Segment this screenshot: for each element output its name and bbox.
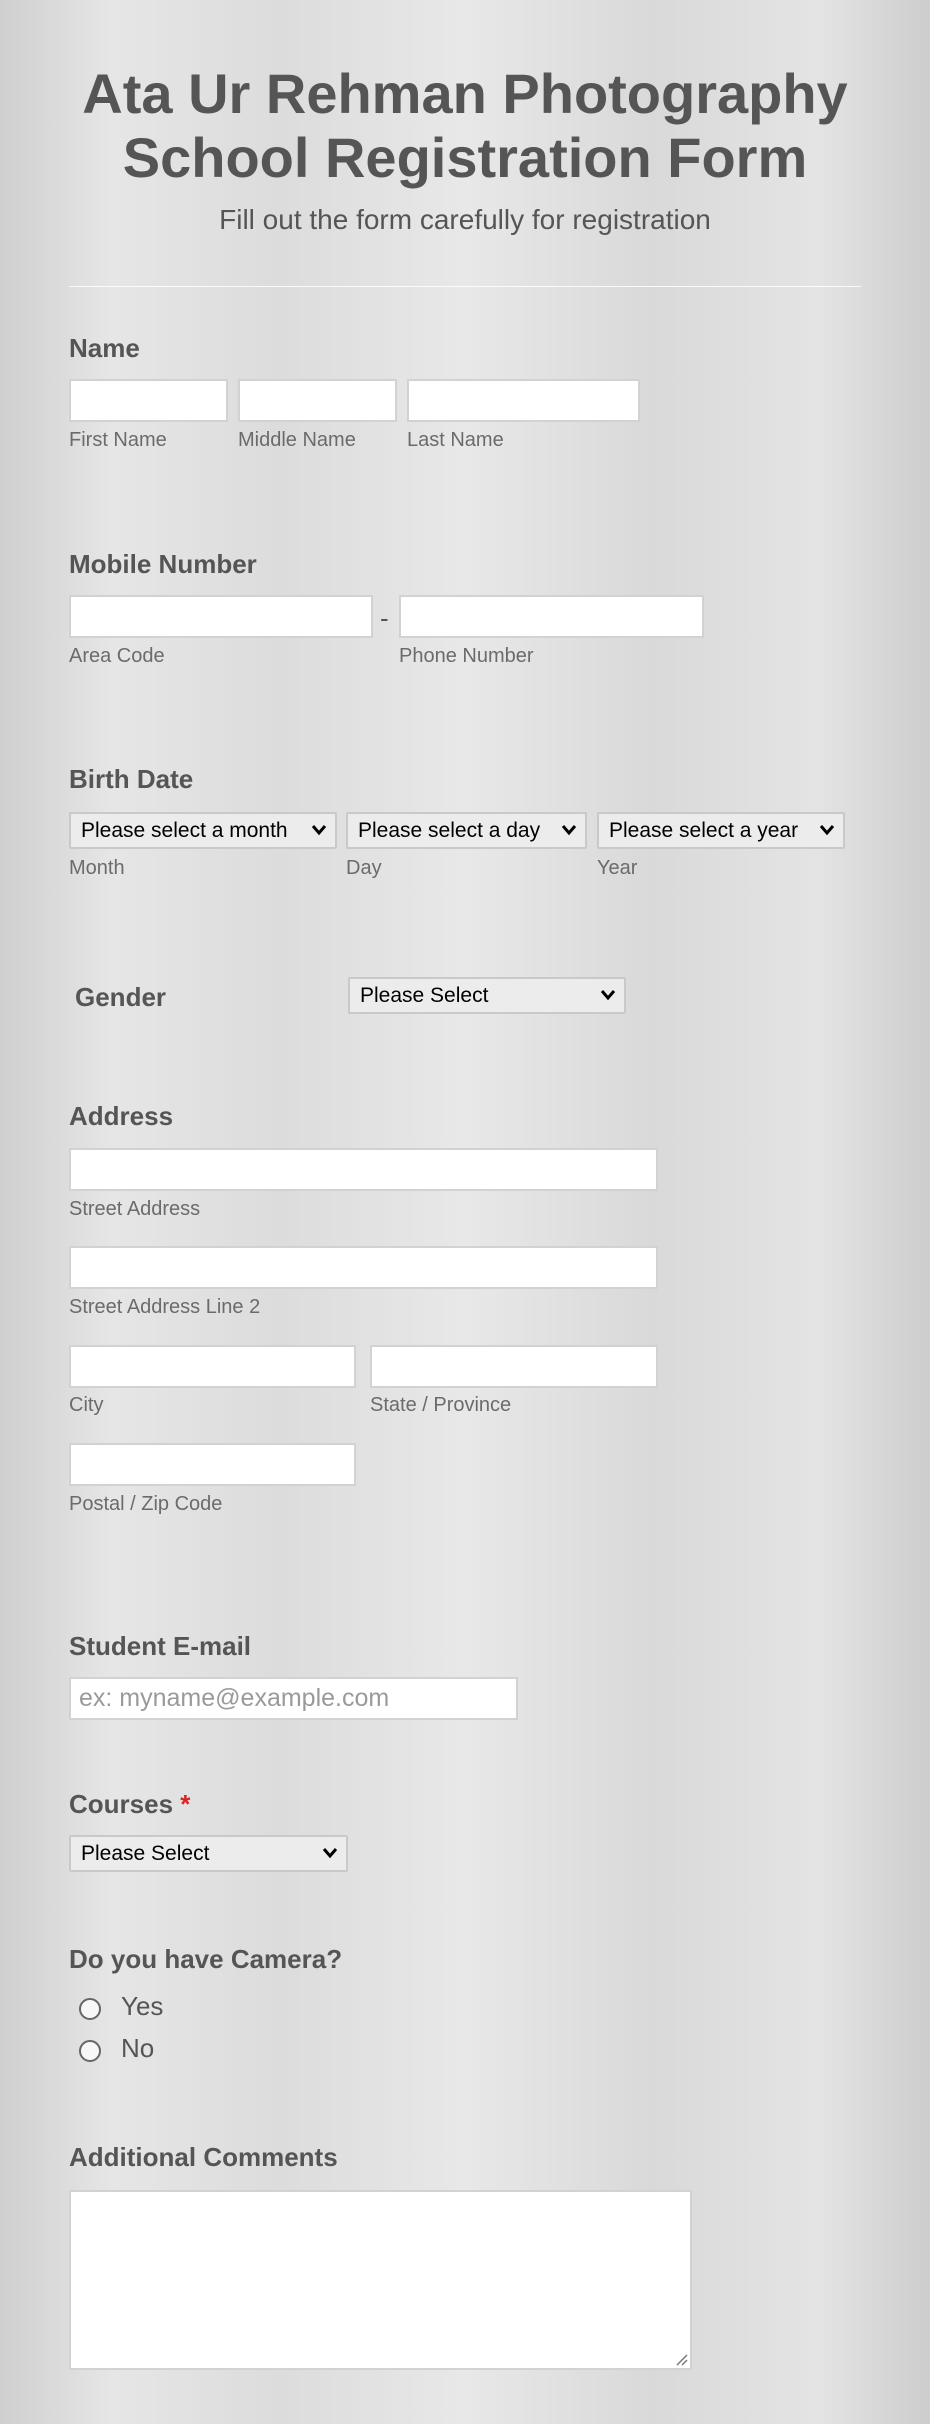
birth-year-select[interactable] <box>597 812 845 849</box>
birth-month-select[interactable] <box>69 812 337 849</box>
courses-select[interactable] <box>69 1835 348 1872</box>
additional-comments-label: Additional Comments <box>69 2142 338 2172</box>
city-sublabel: City <box>69 1394 104 1416</box>
street-address-line-2-sublabel: Street Address Line 2 <box>69 1296 261 1318</box>
gender-label: Gender <box>75 982 167 1012</box>
birth-month-selected: Please select a month <box>81 819 288 842</box>
postal-zip-sublabel: Postal / Zip Code <box>69 1493 223 1515</box>
courses-label-text: Courses <box>69 1789 174 1819</box>
last-name-input[interactable] <box>407 379 640 422</box>
middle-name-sublabel: Middle Name <box>238 429 356 451</box>
form-title <box>0 62 930 190</box>
first-name-sublabel: First Name <box>69 429 167 451</box>
camera-question-label: Do you have Camera? <box>69 1944 343 1974</box>
state-province-input[interactable] <box>370 1345 658 1388</box>
chevron-down-icon <box>322 1846 338 1860</box>
street-address-sublabel: Street Address <box>69 1198 201 1220</box>
camera-yes-radio[interactable] <box>79 1998 101 2020</box>
phone-separator: - <box>380 603 389 633</box>
birth-day-selected: Please select a day <box>358 819 541 842</box>
birth-year-sublabel: Year <box>597 857 638 879</box>
required-asterisk: * <box>180 1789 191 1819</box>
postal-zip-input[interactable] <box>69 1443 356 1486</box>
last-name-sublabel: Last Name <box>407 429 504 451</box>
student-email-input[interactable] <box>69 1677 518 1720</box>
gender-select[interactable] <box>348 977 626 1014</box>
birth-date-label: Birth Date <box>69 764 194 794</box>
street-address-input[interactable] <box>69 1148 658 1191</box>
chevron-down-icon <box>561 823 577 837</box>
mobile-number-label: Mobile Number <box>69 549 257 579</box>
birth-year-selected: Please select a year <box>609 819 799 842</box>
chevron-down-icon <box>600 988 616 1002</box>
birth-month-sublabel: Month <box>69 857 125 879</box>
birth-day-select[interactable] <box>346 812 587 849</box>
camera-no-label[interactable]: No <box>121 2033 155 2063</box>
phone-number-input[interactable] <box>399 595 704 638</box>
courses-selected: Please Select <box>81 1842 210 1865</box>
chevron-down-icon <box>819 823 835 837</box>
first-name-input[interactable] <box>69 379 228 422</box>
additional-comments-wrapper <box>69 2190 692 2370</box>
address-label: Address <box>69 1101 174 1131</box>
area-code-sublabel: Area Code <box>69 645 165 667</box>
birth-day-sublabel: Day <box>346 857 382 879</box>
middle-name-input[interactable] <box>238 379 397 422</box>
camera-no-radio[interactable] <box>79 2040 101 2062</box>
courses-label <box>69 1789 190 1820</box>
additional-comments-textarea[interactable] <box>69 2190 692 2370</box>
street-address-line-2-input[interactable] <box>69 1246 658 1289</box>
student-email-label: Student E-mail <box>69 1631 252 1661</box>
form-title-line-1: Ata Ur Rehman Photography <box>82 62 848 125</box>
form-title-line-2: School Registration Form <box>122 126 808 189</box>
city-input[interactable] <box>69 1345 356 1388</box>
state-province-sublabel: State / Province <box>370 1394 512 1416</box>
chevron-down-icon <box>311 823 327 837</box>
name-label: Name <box>69 333 140 363</box>
phone-number-sublabel: Phone Number <box>399 645 534 667</box>
header-divider <box>69 286 861 287</box>
camera-yes-label[interactable]: Yes <box>121 1991 164 2021</box>
form-subtitle: Fill out the form carefully for registration <box>219 204 711 235</box>
area-code-input[interactable] <box>69 595 373 638</box>
resize-grip-icon[interactable] <box>674 2352 688 2366</box>
gender-selected: Please Select <box>360 984 489 1007</box>
